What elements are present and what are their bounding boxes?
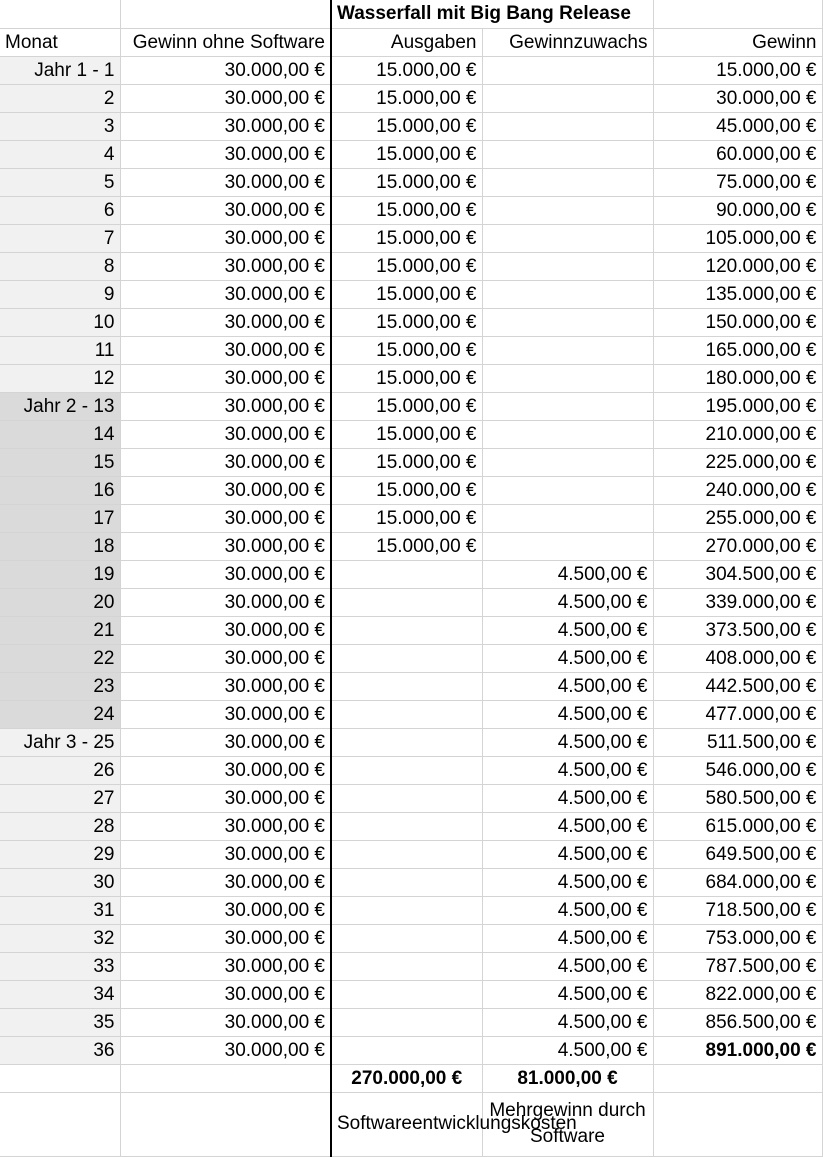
cell-ausgaben[interactable] (331, 616, 482, 644)
cell-ausgaben[interactable]: 15.000,00 € (331, 168, 482, 196)
cell-gewinnzuwachs[interactable]: 4.500,00 € (482, 840, 653, 868)
table-row (0, 280, 822, 308)
header-gewinnzuwachs[interactable]: Gewinnzuwachs (482, 28, 653, 56)
cell-gewinn-ohne-software[interactable]: 30.000,00 € (120, 1036, 331, 1064)
cell-gewinnzuwachs[interactable]: 4.500,00 € (482, 1036, 653, 1064)
cell-gewinn[interactable]: 180.000,00 € (653, 364, 822, 392)
cell-gewinn[interactable]: 195.000,00 € (653, 392, 822, 420)
cell-monat[interactable]: 19 (0, 560, 120, 588)
cell-monat[interactable]: Jahr 1 - 1 (0, 56, 120, 84)
total-ausgaben[interactable]: 270.000,00 € (331, 1064, 482, 1092)
cell-monat[interactable]: 9 (0, 280, 120, 308)
cell-gewinn[interactable]: 891.000,00 € (653, 1036, 822, 1064)
cell-gewinn[interactable]: 718.500,00 € (653, 896, 822, 924)
cell-gewinn-ohne-software[interactable]: 30.000,00 € (120, 196, 331, 224)
cell-ausgaben[interactable] (331, 672, 482, 700)
cell-gewinnzuwachs[interactable] (482, 336, 653, 364)
cell-gewinn-ohne-software[interactable]: 30.000,00 € (120, 336, 331, 364)
cell-gewinnzuwachs[interactable] (482, 140, 653, 168)
cell-ausgaben[interactable] (331, 924, 482, 952)
header-ausgaben[interactable]: Ausgaben (331, 28, 482, 56)
cell-gewinnzuwachs[interactable] (482, 252, 653, 280)
cell-gewinnzuwachs[interactable]: 4.500,00 € (482, 896, 653, 924)
table-row (0, 532, 822, 560)
cell-gewinn-ohne-software[interactable]: 30.000,00 € (120, 56, 331, 84)
table-row (0, 140, 822, 168)
cell-gewinn[interactable]: 60.000,00 € (653, 140, 822, 168)
cell-monat[interactable]: 12 (0, 364, 120, 392)
cell-empty[interactable] (653, 1092, 822, 1156)
cell-gewinnzuwachs[interactable]: 4.500,00 € (482, 672, 653, 700)
cell-gewinn[interactable]: 373.500,00 € (653, 616, 822, 644)
cell-gewinn-ohne-software[interactable]: 30.000,00 € (120, 420, 331, 448)
cell-monat[interactable]: 34 (0, 980, 120, 1008)
cell-empty[interactable] (120, 1092, 331, 1156)
cell-gewinnzuwachs[interactable] (482, 420, 653, 448)
cell-gewinn-ohne-software[interactable]: 30.000,00 € (120, 168, 331, 196)
cell-gewinn-ohne-software[interactable]: 30.000,00 € (120, 672, 331, 700)
cell-ausgaben[interactable]: 15.000,00 € (331, 252, 482, 280)
table-row (0, 420, 822, 448)
cell-gewinn-ohne-software[interactable]: 30.000,00 € (120, 868, 331, 896)
title-row (0, 0, 822, 28)
cell-monat[interactable]: 29 (0, 840, 120, 868)
table-row (0, 784, 822, 812)
cell-monat[interactable]: 3 (0, 112, 120, 140)
cell-monat[interactable]: 36 (0, 1036, 120, 1064)
cell-gewinnzuwachs[interactable] (482, 476, 653, 504)
total-gewinnzuwachs[interactable]: 81.000,00 € (482, 1064, 653, 1092)
table-row (0, 812, 822, 840)
cell-gewinn[interactable]: 684.000,00 € (653, 868, 822, 896)
cell-monat[interactable]: 22 (0, 644, 120, 672)
cell-empty[interactable] (120, 1064, 331, 1092)
cell-monat[interactable]: 5 (0, 168, 120, 196)
cell-gewinn-ohne-software[interactable]: 30.000,00 € (120, 392, 331, 420)
cell-gewinn-ohne-software[interactable]: 30.000,00 € (120, 896, 331, 924)
cell-gewinnzuwachs[interactable]: 4.500,00 € (482, 812, 653, 840)
cell-gewinn[interactable]: 477.000,00 € (653, 700, 822, 728)
cell-gewinn[interactable]: 580.500,00 € (653, 784, 822, 812)
cell-ausgaben[interactable] (331, 728, 482, 756)
cell-gewinnzuwachs[interactable] (482, 448, 653, 476)
cell-gewinn[interactable]: 442.500,00 € (653, 672, 822, 700)
cell-gewinnzuwachs[interactable]: 4.500,00 € (482, 868, 653, 896)
cell-gewinn-ohne-software[interactable]: 30.000,00 € (120, 728, 331, 756)
cell-gewinn-ohne-software[interactable]: 30.000,00 € (120, 364, 331, 392)
cell-gewinn[interactable]: 615.000,00 € (653, 812, 822, 840)
cell-gewinnzuwachs[interactable]: 4.500,00 € (482, 1008, 653, 1036)
cell-gewinn-ohne-software[interactable]: 30.000,00 € (120, 644, 331, 672)
cell-monat[interactable]: 23 (0, 672, 120, 700)
cell-gewinnzuwachs[interactable]: 4.500,00 € (482, 784, 653, 812)
cell-gewinn-ohne-software[interactable]: 30.000,00 € (120, 980, 331, 1008)
cell-gewinn[interactable]: 270.000,00 € (653, 532, 822, 560)
cell-ausgaben[interactable]: 15.000,00 € (331, 224, 482, 252)
cell-gewinn-ohne-software[interactable]: 30.000,00 € (120, 924, 331, 952)
cell-gewinn[interactable]: 408.000,00 € (653, 644, 822, 672)
table-row (0, 392, 822, 420)
cell-ausgaben[interactable] (331, 588, 482, 616)
cell-ausgaben[interactable]: 15.000,00 € (331, 336, 482, 364)
header-monat[interactable]: Monat (0, 28, 120, 56)
cell-gewinnzuwachs[interactable] (482, 392, 653, 420)
cell-ausgaben[interactable] (331, 952, 482, 980)
cell-gewinn[interactable]: 225.000,00 € (653, 448, 822, 476)
cell-gewinn-ohne-software[interactable]: 30.000,00 € (120, 532, 331, 560)
cell-gewinnzuwachs[interactable]: 4.500,00 € (482, 644, 653, 672)
table-row (0, 980, 822, 1008)
cell-gewinn[interactable]: 120.000,00 € (653, 252, 822, 280)
cell-gewinnzuwachs[interactable] (482, 112, 653, 140)
cell-monat[interactable]: 16 (0, 476, 120, 504)
table-row (0, 868, 822, 896)
table-row (0, 588, 822, 616)
table-row (0, 952, 822, 980)
sheet-title[interactable]: Wasserfall mit Big Bang Release (331, 0, 653, 28)
cell-ausgaben[interactable]: 15.000,00 € (331, 84, 482, 112)
table-row (0, 896, 822, 924)
cell-monat[interactable]: 20 (0, 588, 120, 616)
cell-gewinn-ohne-software[interactable]: 30.000,00 € (120, 448, 331, 476)
cell-gewinnzuwachs[interactable]: 4.500,00 € (482, 980, 653, 1008)
cell-monat[interactable]: 18 (0, 532, 120, 560)
cell-gewinnzuwachs[interactable] (482, 504, 653, 532)
table-row (0, 1008, 822, 1036)
cell-gewinn[interactable]: 105.000,00 € (653, 224, 822, 252)
cell-gewinn[interactable]: 255.000,00 € (653, 504, 822, 532)
cell-gewinn-ohne-software[interactable]: 30.000,00 € (120, 308, 331, 336)
header-gewinn[interactable]: Gewinn (653, 28, 822, 56)
cell-gewinn-ohne-software[interactable]: 30.000,00 € (120, 588, 331, 616)
cell-ausgaben[interactable]: 15.000,00 € (331, 448, 482, 476)
cell-empty[interactable] (120, 0, 331, 28)
cell-empty[interactable] (0, 0, 120, 28)
table-row (0, 448, 822, 476)
table-row (0, 112, 822, 140)
cell-gewinnzuwachs[interactable]: 4.500,00 € (482, 952, 653, 980)
cell-gewinn-ohne-software[interactable]: 30.000,00 € (120, 784, 331, 812)
table-row (0, 560, 822, 588)
cell-ausgaben[interactable] (331, 784, 482, 812)
cell-monat[interactable]: 11 (0, 336, 120, 364)
cell-gewinn[interactable]: 649.500,00 € (653, 840, 822, 868)
cell-gewinnzuwachs[interactable] (482, 308, 653, 336)
cell-gewinn[interactable]: 240.000,00 € (653, 476, 822, 504)
cell-gewinnzuwachs[interactable]: 4.500,00 € (482, 616, 653, 644)
cell-gewinn-ohne-software[interactable]: 30.000,00 € (120, 952, 331, 980)
cell-gewinn[interactable]: 75.000,00 € (653, 168, 822, 196)
table-row (0, 168, 822, 196)
cell-monat[interactable]: 14 (0, 420, 120, 448)
cell-gewinn-ohne-software[interactable]: 30.000,00 € (120, 112, 331, 140)
cell-ausgaben[interactable]: 15.000,00 € (331, 532, 482, 560)
cell-ausgaben[interactable] (331, 1008, 482, 1036)
cell-monat[interactable]: 21 (0, 616, 120, 644)
table-row (0, 700, 822, 728)
cell-ausgaben[interactable]: 15.000,00 € (331, 308, 482, 336)
table-row (0, 364, 822, 392)
table-row (0, 224, 822, 252)
table-row (0, 756, 822, 784)
cell-gewinn[interactable]: 90.000,00 € (653, 196, 822, 224)
table-row (0, 476, 822, 504)
cell-gewinn-ohne-software[interactable]: 30.000,00 € (120, 252, 331, 280)
cell-ausgaben[interactable]: 15.000,00 € (331, 364, 482, 392)
cell-ausgaben[interactable] (331, 868, 482, 896)
cell-monat[interactable]: 7 (0, 224, 120, 252)
cell-ausgaben[interactable]: 15.000,00 € (331, 140, 482, 168)
table-row (0, 56, 822, 84)
cell-ausgaben[interactable]: 15.000,00 € (331, 112, 482, 140)
cell-empty[interactable] (0, 1064, 120, 1092)
cell-gewinn[interactable]: 45.000,00 € (653, 112, 822, 140)
cell-ausgaben[interactable]: 15.000,00 € (331, 196, 482, 224)
header-gewinn-ohne-software[interactable]: Gewinn ohne Software (120, 28, 331, 56)
table-row (0, 840, 822, 868)
cell-gewinn-ohne-software[interactable]: 30.000,00 € (120, 84, 331, 112)
cell-monat[interactable]: 4 (0, 140, 120, 168)
cell-ausgaben[interactable]: 15.000,00 € (331, 56, 482, 84)
cell-ausgaben[interactable] (331, 812, 482, 840)
cell-ausgaben[interactable]: 15.000,00 € (331, 476, 482, 504)
cell-gewinnzuwachs[interactable]: 4.500,00 € (482, 700, 653, 728)
caption-ausgaben[interactable]: Softwareentwicklungskosten (331, 1092, 482, 1156)
cell-ausgaben[interactable]: 15.000,00 € (331, 280, 482, 308)
table-row (0, 252, 822, 280)
cell-empty[interactable] (653, 1064, 822, 1092)
cell-monat[interactable]: 8 (0, 252, 120, 280)
cell-gewinnzuwachs[interactable]: 4.500,00 € (482, 924, 653, 952)
cell-gewinnzuwachs[interactable]: 4.500,00 € (482, 756, 653, 784)
cell-monat[interactable]: 28 (0, 812, 120, 840)
cell-monat[interactable]: Jahr 2 - 13 (0, 392, 120, 420)
cell-gewinn-ohne-software[interactable]: 30.000,00 € (120, 504, 331, 532)
cell-ausgaben[interactable]: 15.000,00 € (331, 504, 482, 532)
table-row (0, 1036, 822, 1064)
cell-monat[interactable]: 30 (0, 868, 120, 896)
cell-monat[interactable]: 6 (0, 196, 120, 224)
header-row (0, 28, 822, 56)
cell-gewinn-ohne-software[interactable]: 30.000,00 € (120, 476, 331, 504)
cell-gewinn[interactable]: 822.000,00 € (653, 980, 822, 1008)
cell-gewinnzuwachs[interactable]: 4.500,00 € (482, 728, 653, 756)
cell-monat[interactable]: 17 (0, 504, 120, 532)
cell-empty[interactable] (0, 1092, 120, 1156)
cell-ausgaben[interactable]: 15.000,00 € (331, 392, 482, 420)
table-row (0, 616, 822, 644)
table-row (0, 504, 822, 532)
cell-gewinn[interactable]: 304.500,00 € (653, 560, 822, 588)
cell-ausgaben[interactable] (331, 980, 482, 1008)
table-row (0, 924, 822, 952)
cell-ausgaben[interactable] (331, 756, 482, 784)
cell-ausgaben[interactable] (331, 644, 482, 672)
cell-ausgaben[interactable] (331, 840, 482, 868)
cell-gewinn-ohne-software[interactable]: 30.000,00 € (120, 616, 331, 644)
table-row (0, 672, 822, 700)
cell-gewinn-ohne-software[interactable]: 30.000,00 € (120, 840, 331, 868)
cell-gewinn[interactable]: 210.000,00 € (653, 420, 822, 448)
cell-gewinn[interactable]: 546.000,00 € (653, 756, 822, 784)
caption-row (0, 1092, 822, 1156)
cell-ausgaben[interactable] (331, 700, 482, 728)
cell-gewinnzuwachs[interactable] (482, 168, 653, 196)
totals-row (0, 1064, 822, 1092)
cell-gewinnzuwachs[interactable] (482, 196, 653, 224)
cell-gewinn-ohne-software[interactable]: 30.000,00 € (120, 140, 331, 168)
cell-gewinnzuwachs[interactable]: 4.500,00 € (482, 588, 653, 616)
cell-monat[interactable]: 26 (0, 756, 120, 784)
cell-monat[interactable]: 35 (0, 1008, 120, 1036)
cell-gewinn-ohne-software[interactable]: 30.000,00 € (120, 224, 331, 252)
cell-gewinnzuwachs[interactable] (482, 84, 653, 112)
cell-gewinnzuwachs[interactable] (482, 532, 653, 560)
cell-monat[interactable]: 2 (0, 84, 120, 112)
cell-ausgaben[interactable] (331, 1036, 482, 1064)
table-row (0, 336, 822, 364)
cell-ausgaben[interactable]: 15.000,00 € (331, 420, 482, 448)
cell-monat[interactable]: 15 (0, 448, 120, 476)
cell-gewinn-ohne-software[interactable]: 30.000,00 € (120, 560, 331, 588)
cell-gewinn[interactable]: 339.000,00 € (653, 588, 822, 616)
cell-gewinn[interactable]: 15.000,00 € (653, 56, 822, 84)
cell-gewinn[interactable]: 135.000,00 € (653, 280, 822, 308)
cell-monat[interactable]: 31 (0, 896, 120, 924)
cell-gewinn-ohne-software[interactable]: 30.000,00 € (120, 700, 331, 728)
cell-gewinnzuwachs[interactable] (482, 224, 653, 252)
cell-monat[interactable]: Jahr 3 - 25 (0, 728, 120, 756)
cell-gewinn-ohne-software[interactable]: 30.000,00 € (120, 280, 331, 308)
cell-gewinn[interactable]: 753.000,00 € (653, 924, 822, 952)
cell-ausgaben[interactable] (331, 896, 482, 924)
cell-monat[interactable]: 32 (0, 924, 120, 952)
cell-monat[interactable]: 10 (0, 308, 120, 336)
cell-gewinn-ohne-software[interactable]: 30.000,00 € (120, 756, 331, 784)
cell-gewinn[interactable]: 30.000,00 € (653, 84, 822, 112)
table-row (0, 196, 822, 224)
cell-ausgaben[interactable] (331, 560, 482, 588)
table-row (0, 728, 822, 756)
cell-monat[interactable]: 27 (0, 784, 120, 812)
cell-monat[interactable]: 24 (0, 700, 120, 728)
cell-monat[interactable]: 33 (0, 952, 120, 980)
cell-gewinnzuwachs[interactable] (482, 56, 653, 84)
caption-gewinnzuwachs[interactable]: Mehrgewinn durch Software (482, 1092, 653, 1156)
cell-gewinn[interactable]: 165.000,00 € (653, 336, 822, 364)
cell-gewinn[interactable]: 150.000,00 € (653, 308, 822, 336)
cell-gewinn[interactable]: 856.500,00 € (653, 1008, 822, 1036)
cell-gewinn[interactable]: 787.500,00 € (653, 952, 822, 980)
cell-gewinnzuwachs[interactable]: 4.500,00 € (482, 560, 653, 588)
cell-gewinnzuwachs[interactable] (482, 280, 653, 308)
cell-gewinn-ohne-software[interactable]: 30.000,00 € (120, 1008, 331, 1036)
cell-gewinn[interactable]: 511.500,00 € (653, 728, 822, 756)
cell-gewinnzuwachs[interactable] (482, 364, 653, 392)
table-row (0, 644, 822, 672)
table-row (0, 308, 822, 336)
cell-empty[interactable] (653, 0, 822, 28)
cell-gewinn-ohne-software[interactable]: 30.000,00 € (120, 812, 331, 840)
table-row (0, 84, 822, 112)
